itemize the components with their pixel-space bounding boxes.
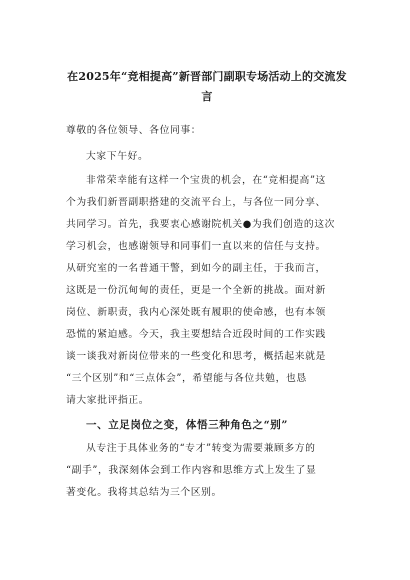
paragraph-line: 岗位、新职责，我内心深处既有履职的使命感，也有本领 bbox=[66, 307, 326, 318]
greeting: 大家下午好。 bbox=[86, 151, 149, 162]
document-title: 在2025年“竞相提高”新晋部门副职专场活动上的交流发 bbox=[67, 70, 347, 83]
paragraph-line: 学习机会，也感谢领导和同事们一直以来的信任与支持。 bbox=[66, 241, 326, 252]
paragraph-line: 这既是一份沉甸甸的责任，更是一个全新的挑战。面对新 bbox=[66, 285, 326, 296]
paragraph-line: 谈一谈我对新岗位带来的一些变化和思考，概括起来就是 bbox=[66, 351, 326, 362]
paragraph-line: 著变化。我将其总结为三个区别。 bbox=[66, 487, 222, 498]
paragraph-line: 个为我们新晋副职搭建的交流平台上，与各位一同分享、 bbox=[66, 197, 326, 208]
paragraph-line: “三个区别”和“三点体会”，希望能与各位共勉，也恳 bbox=[66, 373, 307, 384]
salutation: 尊敬的各位领导、各位同事： bbox=[66, 125, 202, 136]
section-heading: 一、立足岗位之变，体悟三种角色之“别” bbox=[86, 419, 288, 431]
paragraph-line: 共同学习。首先，我要衷心感谢院机关●为我们创造的这次 bbox=[66, 219, 336, 230]
paragraph-line: 请大家批评指正。 bbox=[66, 395, 150, 406]
paragraph-line: 从专注于具体业务的“专才”转变为需要兼顾多方的 bbox=[86, 443, 316, 454]
paragraph-line: 从研究室的一名普通干警，到如今的副主任，于我而言， bbox=[66, 263, 326, 274]
document-title-continued: 言 bbox=[201, 90, 213, 103]
paragraph-line: “副手”，我深刻体会到工作内容和思维方式上发生了显 bbox=[66, 465, 317, 476]
paragraph-line: 非常荣幸能有这样一个宝贵的机会，在“竞相提高”这 bbox=[86, 175, 326, 186]
paragraph-line: 恐慌的紧迫感。今天，我主要想结合近段时间的工作实践 bbox=[66, 329, 326, 340]
